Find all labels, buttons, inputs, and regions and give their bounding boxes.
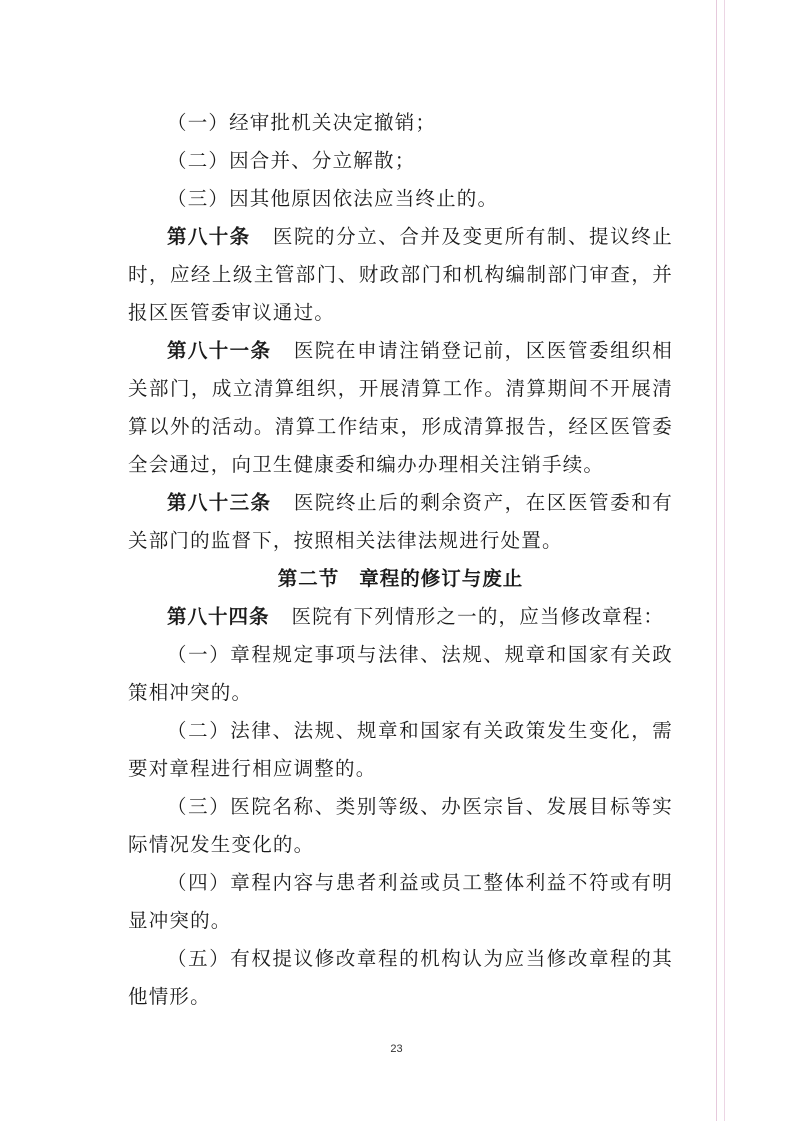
article-84 (128, 598, 673, 636)
list-item: （四）章程内容与患者利益或员工整体利益不符或有明显冲突的。 (128, 871, 673, 932)
list-item: （三）医院名称、类别等级、办医宗旨、发展目标等实际情况发生变化的。 (128, 795, 673, 856)
article-text: 医院的分立、合并及变更所有制、提议终止时，应经上级主管部门、财政部门和机构编制部门审查，并报区医管委审议通过。 (128, 225, 673, 324)
section-number: 第二节 (277, 567, 340, 590)
section-title: 章程的修订与废止 (359, 567, 524, 590)
list-item: （五）有权提议修改章程的机构认为应当修改章程的其他情形。 (128, 947, 673, 1008)
list-item: （二）法律、法规、规章和国家有关政策发生变化，需要对章程进行相应调整的。 (128, 719, 673, 780)
article-label: 第八十一条 (167, 339, 272, 362)
article-80 (128, 218, 673, 332)
article-label: 第八十四条 (167, 605, 270, 628)
page-edge-line (724, 0, 725, 1121)
page-edge-line (716, 0, 717, 1121)
page-number: 23 (390, 1043, 403, 1055)
page-content (128, 104, 673, 1016)
article-label: 第八十条 (167, 225, 251, 248)
article-83 (128, 484, 673, 560)
list-item: （一）经审批机关决定撤销； (167, 111, 437, 134)
list-item: （一）章程规定事项与法律、法规、规章和国家有关政策相冲突的。 (128, 643, 673, 704)
list-item: （二）因合并、分立解散； (167, 149, 416, 172)
article-label: 第八十三条 (167, 491, 272, 514)
article-81 (128, 332, 673, 484)
article-text: 医院在申请注销登记前，区医管委组织相关部门，成立清算组织，开展清算工作。清算期间不开展清算以外的活动。清算工作结束，形成清算报告，经区医管委全会通过，向卫生健康委和编办办理相关注销手续。 (128, 339, 673, 476)
article-text: 医院终止后的剩余资产，在区医管委和有关部门的监督下，按照相关法律法规进行处置。 (128, 491, 673, 552)
section-heading (128, 560, 673, 598)
list-item: （三）因其他原因依法应当终止的。 (167, 187, 499, 210)
article-text: 医院有下列情形之一的，应当修改章程： (291, 605, 665, 628)
